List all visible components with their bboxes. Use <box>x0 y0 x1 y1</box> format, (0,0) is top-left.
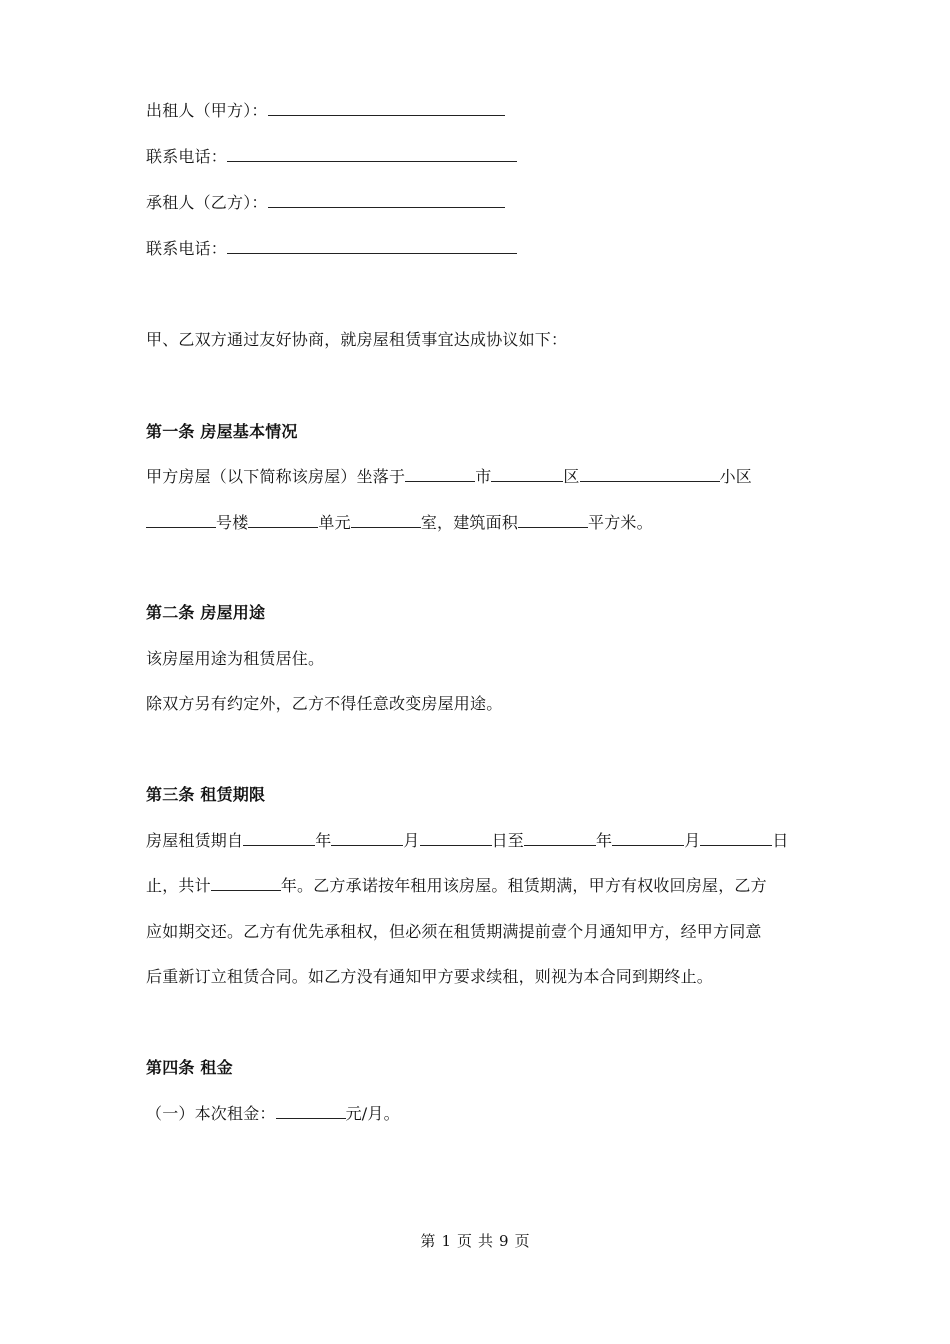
footer-gong: 共 <box>478 1232 494 1250</box>
intro-paragraph: 甲、乙双方通过友好协商，就房屋租赁事宜达成协议如下： <box>146 330 568 349</box>
lessee-phone-line <box>146 237 517 261</box>
start-month-blank[interactable] <box>331 831 403 846</box>
start-month-label: 月 <box>403 831 420 850</box>
article3-title: 第三条 租赁期限 <box>146 785 266 804</box>
page-number: 1 <box>441 1232 451 1250</box>
footer-ye: 页 <box>456 1232 472 1250</box>
lessee-blank[interactable] <box>268 193 505 208</box>
lessor-phone-line <box>146 145 517 169</box>
lessor-phone-label: 联系电话： <box>146 147 228 166</box>
article1-title: 第一条 房屋基本情况 <box>146 422 298 441</box>
end-year-label: 年 <box>596 831 613 850</box>
end-month-label: 月 <box>684 831 701 850</box>
article3-line3: 应如期交还。乙方有优先承租权，但必须在租赁期满提前壹个月通知甲方，经甲方同意 <box>146 922 762 941</box>
end-month-blank[interactable] <box>612 831 684 846</box>
lessor-phone-blank[interactable] <box>227 147 517 162</box>
article2-p2: 除双方另有约定外，乙方不得任意改变房屋用途。 <box>146 694 503 713</box>
unit-label: 单元 <box>318 513 351 532</box>
total-pages: 9 <box>499 1232 509 1250</box>
room-blank[interactable] <box>351 513 421 528</box>
article3-line2 <box>146 874 767 898</box>
district-label: 区 <box>563 467 580 486</box>
building-blank[interactable] <box>146 513 216 528</box>
article1-line2 <box>146 511 653 535</box>
start-day-blank[interactable] <box>420 831 492 846</box>
footer-di: 第 <box>420 1232 436 1250</box>
lessor-blank[interactable] <box>268 101 505 116</box>
start-year-blank[interactable] <box>243 831 315 846</box>
lessee-phone-label: 联系电话： <box>146 239 228 258</box>
city-blank[interactable] <box>405 467 475 482</box>
end-day-blank[interactable] <box>700 831 772 846</box>
total-years-prefix: 止，共计 <box>146 876 211 895</box>
community-label: 小区 <box>719 467 753 486</box>
building-label: 号楼 <box>216 513 249 532</box>
city-label: 市 <box>475 467 492 486</box>
footer-ye2: 页 <box>514 1232 530 1250</box>
start-year-label: 年 <box>315 831 332 850</box>
lessor-line <box>146 99 505 123</box>
area-blank[interactable] <box>518 513 588 528</box>
article4-item1 <box>146 1102 400 1126</box>
page-footer <box>0 1229 950 1253</box>
article1-location-prefix: 甲方房屋（以下简称该房屋）坐落于 <box>146 467 406 486</box>
article4-title: 第四条 租金 <box>146 1058 233 1077</box>
article3-line1 <box>146 829 789 853</box>
room-area-label: 室，建筑面积 <box>420 513 519 532</box>
article3-line4: 后重新订立租赁合同。如乙方没有通知甲方要求续租，则视为本合同到期终止。 <box>146 967 714 986</box>
rent-amount-blank[interactable] <box>276 1104 346 1119</box>
article2-p1: 该房屋用途为租赁居住。 <box>146 649 325 668</box>
lease-period-prefix: 房屋租赁期自 <box>146 831 244 850</box>
rent-suffix: 元/月。 <box>345 1104 400 1123</box>
end-day-label: 日 <box>772 831 789 850</box>
community-blank[interactable] <box>580 467 720 482</box>
rent-prefix: （一）本次租金： <box>146 1104 276 1123</box>
district-blank[interactable] <box>491 467 563 482</box>
unit-blank[interactable] <box>248 513 318 528</box>
article2-title: 第二条 房屋用途 <box>146 603 266 622</box>
total-years-blank[interactable] <box>211 876 281 891</box>
lessee-line <box>146 191 505 215</box>
lessee-phone-blank[interactable] <box>227 239 517 254</box>
start-day-to-label: 日至 <box>491 831 525 850</box>
sqm-label: 平方米。 <box>588 513 653 532</box>
end-year-blank[interactable] <box>524 831 596 846</box>
article3-line2-text: 年。乙方承诺按年租用该房屋。租赁期满，甲方有权收回房屋，乙方 <box>280 876 767 895</box>
lessor-label: 出租人（甲方）： <box>146 101 268 120</box>
lessee-label: 承租人（乙方）： <box>146 193 268 212</box>
article1-line1 <box>146 465 752 489</box>
